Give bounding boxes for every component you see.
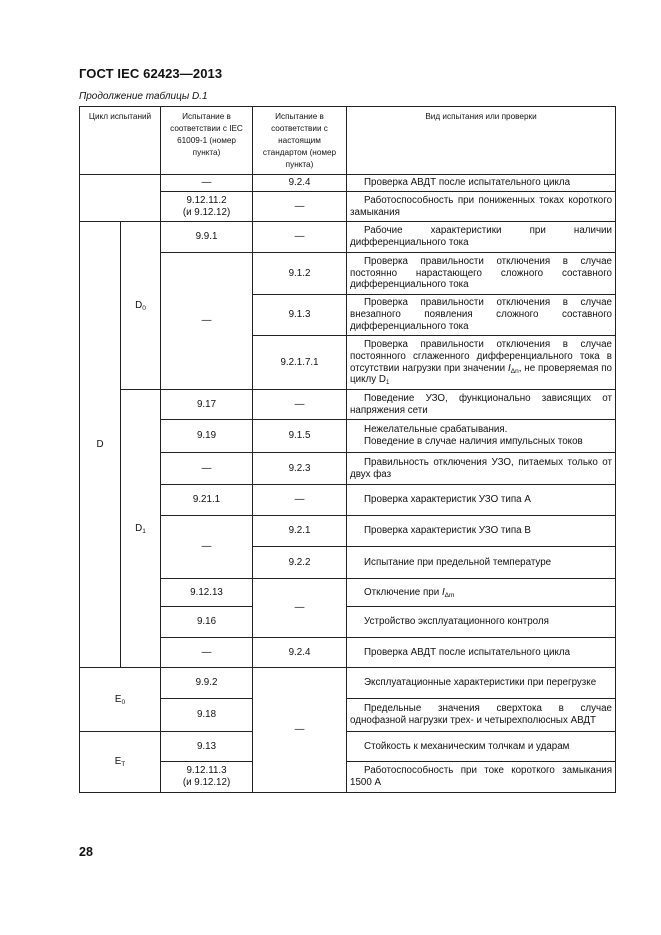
std-cell: 9.2.4 [253, 638, 347, 668]
iec-cell: 9.13 [161, 732, 253, 762]
table-row [80, 253, 616, 295]
cycle-d: D [80, 222, 121, 668]
cycle-e0: $E_0$ [80, 668, 161, 732]
std-cell: 9.2.1.7.1 [253, 336, 347, 390]
std-cell: 9.2.2 [253, 547, 347, 579]
desc-cell: Проверка правильности отключения в случае внезапного появления сложного составного дифференциального тока [347, 295, 616, 336]
page-number: 28 [79, 845, 93, 859]
desc-cell: Проверка правильности отключения в случае постоянного сглаженного дифференциального тока в отсутствии нагрузки при значении $I_{\Delta n}$, не проверяемая по циклу $D_1$ [347, 336, 616, 390]
cycle-cell-empty [80, 175, 161, 222]
std-cell: — [253, 579, 347, 638]
table-row [80, 762, 616, 793]
std-cell: 9.1.5 [253, 420, 347, 453]
iec-cell: 9.9.1 [161, 222, 253, 253]
header-cycle: Цикл испытаний [80, 107, 161, 175]
desc-cell: Стойкость к механическим толчкам и ударам [347, 732, 616, 762]
table-row [80, 607, 616, 638]
std-cell: — [253, 668, 347, 793]
table-row [80, 668, 616, 699]
std-cell: 9.2.3 [253, 453, 347, 485]
iec-cell: — [161, 253, 253, 390]
desc-cell: Испытание при предельной температуре [347, 547, 616, 579]
desc-cell: Работоспособность при токе короткого замыкания 1500 А [347, 762, 616, 793]
std-cell: 9.2.1 [253, 516, 347, 547]
table-row [80, 638, 616, 668]
desc-cell: Проверка характеристик УЗО типа В [347, 516, 616, 547]
iec-cell: 9.17 [161, 390, 253, 420]
table-row [80, 420, 616, 453]
table-row [80, 516, 616, 547]
desc-cell: Рабочие характеристики при наличии дифференциального тока [347, 222, 616, 253]
iec-cell: — [161, 453, 253, 485]
desc-cell: Проверка АВДТ после испытательного цикла [347, 638, 616, 668]
desc-cell: Правильность отключения УЗО, питаемых только от двух фаз [347, 453, 616, 485]
iec-cell: — [161, 175, 253, 192]
iec-cell: 9.19 [161, 420, 253, 453]
desc-cell: Поведение УЗО, функционально зависящих от напряжения сети [347, 390, 616, 420]
desc-cell: Нежелательные срабатывания. Поведение в случае наличия импульсных токов [347, 420, 616, 453]
table-row [80, 222, 616, 253]
table-row [80, 485, 616, 516]
cycle-d1: $D_1$ [121, 390, 161, 668]
desc-cell: Проверка АВДТ после испытательного цикла [347, 175, 616, 192]
iec-cell: 9.12.13 [161, 579, 253, 607]
std-cell: 9.1.2 [253, 253, 347, 295]
cycle-d0: $D_0$ [121, 222, 161, 390]
table-row [80, 390, 616, 420]
std-cell: — [253, 390, 347, 420]
header-std: Испытание в соответствии с настоящим стандартом (номер пункта) [253, 107, 347, 175]
header-kind: Вид испытания или проверки [347, 107, 616, 175]
table-header-row [80, 107, 616, 175]
std-cell: — [253, 192, 347, 222]
document-header: ГОСТ IEC 62423—2013 [79, 66, 223, 81]
std-cell: — [253, 485, 347, 516]
desc-cell: Проверка характеристик УЗО типа А [347, 485, 616, 516]
table-row [80, 453, 616, 485]
iec-cell: — [161, 638, 253, 668]
iec-cell: 9.9.2 [161, 668, 253, 699]
cycle-et: $E_T$ [80, 732, 161, 793]
desc-cell: Эксплуатационные характеристики при перегрузке [347, 668, 616, 699]
desc-cell: Устройство эксплуатационного контроля [347, 607, 616, 638]
std-cell: — [253, 222, 347, 253]
desc-cell: Работоспособность при пониженных токах короткого замыкания [347, 192, 616, 222]
desc-cell: Предельные значения сверхтока в случае однофазной нагрузки трех- и четырехполюсных АВДТ [347, 699, 616, 732]
table-row [80, 732, 616, 762]
desc-cell: Проверка правильности отключения в случае постоянно нарастающего сложного составного дифференциального тока [347, 253, 616, 295]
iec-cell: 9.21.1 [161, 485, 253, 516]
iec-cell: 9.18 [161, 699, 253, 732]
desc-cell: Отключение при $I_{\Delta m}$ [347, 579, 616, 607]
table-row [80, 579, 616, 607]
std-cell: 9.1.3 [253, 295, 347, 336]
header-iec: Испытание в соответствии с IEC 61009-1 (номер пункта) [161, 107, 253, 175]
iec-cell: 9.12.11.3 (и 9.12.12) [161, 762, 253, 793]
iec-cell: 9.16 [161, 607, 253, 638]
table-row [80, 699, 616, 732]
table-caption: Продолжение таблицы D.1 [79, 91, 208, 102]
table-row [80, 192, 616, 222]
iec-cell: — [161, 516, 253, 579]
test-cycles-table [79, 106, 616, 793]
iec-cell: 9.12.11.2 (и 9.12.12) [161, 192, 253, 222]
std-cell: 9.2.4 [253, 175, 347, 192]
table-row [80, 175, 616, 192]
